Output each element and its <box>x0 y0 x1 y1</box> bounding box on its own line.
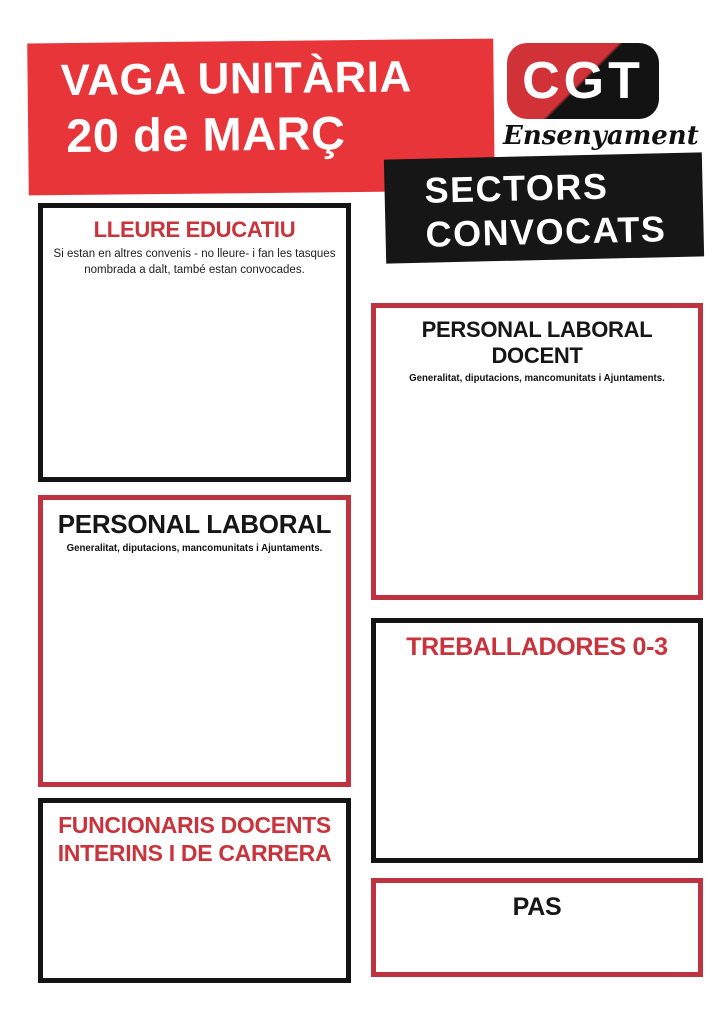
badge-line1: SECTORS <box>424 165 609 211</box>
section-title: PERSONAL LABORAL DOCENT <box>421 317 653 369</box>
section-title-line1: FUNCIONARIS DOCENTS <box>58 812 331 838</box>
section-title-line2: INTERINS I DE CARRERA <box>57 839 332 866</box>
section-title: TREBALLADORES 0-3 <box>406 633 668 661</box>
section-title: PERSONAL LABORAL <box>57 509 332 539</box>
section-title <box>51 812 338 867</box>
headline-line2: 20 de MARÇ <box>65 106 346 163</box>
section-subtitle: Generalitat, diputacions, mancomunitats i Ajuntaments. <box>409 371 665 384</box>
cgt-logo <box>503 43 699 151</box>
badge-line2: CONVOCATS <box>425 208 667 255</box>
section-funcionaris-docents <box>38 798 351 983</box>
section-personal-laboral-docent <box>371 303 703 600</box>
sectors-convocats-badge <box>384 152 704 263</box>
headline-line1: VAGA UNITÀRIA <box>60 52 413 106</box>
section-subtitle: Generalitat, diputacions, mancomunitats i Ajuntaments. <box>66 542 323 555</box>
section-title: PAS <box>512 893 562 921</box>
cgt-logo-text: CGT <box>522 52 644 110</box>
section-pas <box>371 878 703 977</box>
cgt-logo-badge <box>507 43 659 119</box>
section-lleure-educatiu <box>38 203 351 482</box>
footnote: Si estan en altres convenis - no lleure- i fan les tasques nombrada a dalt, també estan convocades. <box>53 248 336 276</box>
section-personal-laboral <box>38 495 351 787</box>
cgt-logo-org: Ensenyament <box>503 121 699 151</box>
section-treballadores-0-3 <box>371 618 703 863</box>
section-title: LLEURE EDUCATIU <box>93 217 296 242</box>
